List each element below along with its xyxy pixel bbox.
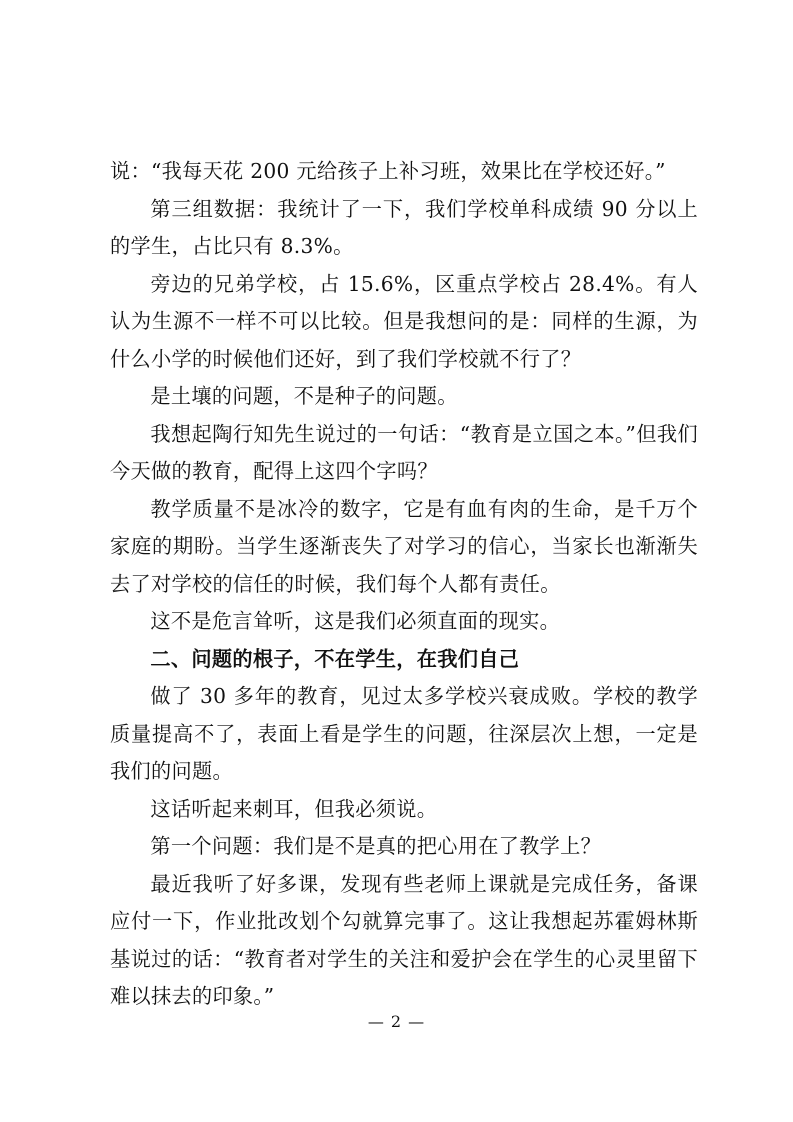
section-heading: 二、问题的根子，不在学生，在我们自己 (150, 646, 520, 671)
paragraph-thirty-years: 做了 30 多年的教育，见过太多学校兴衰成败。学校的教学质量提高不了，表面上看是学生的问题，往深层次上想，一定是我们的问题。 (110, 684, 698, 783)
paragraph-tao-xingzhi-quote: 我想起陶行知先生说过的一句话：“教育是立国之本。”但我们今天做的教育，配得上这四个字吗？ (110, 421, 698, 483)
paragraph-continuation: 说：“我每天花 200 元给孩子上补习班，效果比在学校还好。” (110, 159, 666, 183)
paragraph-neighbor-school: 旁边的兄弟学校，占 15.6%，区重点学校占 28.4%。有人认为生源不一样不可以比较。但是我想问的是：同样的生源，为什么小学的时候他们还好，到了我们学校就不行了？ (110, 271, 698, 371)
page-number: — 2 — (367, 1012, 426, 1031)
document-body (110, 153, 698, 1016)
paragraph-must-say: 这话听起来刺耳，但我必须说。 (150, 796, 438, 821)
paragraph-reality: 这不是危言耸听，这是我们必须直面的现实。 (150, 609, 561, 633)
paragraph-third-data-group: 第三组数据：我统计了一下，我们学校单科成绩 90 分以上的学生，占比只有 8.3%。 (110, 196, 698, 258)
paragraph-first-question: 第一个问题：我们是不是真的把心用在了教学上？ (150, 834, 602, 858)
paragraph-teaching-quality: 教学质量不是冰冷的数字，它是有血有肉的生命，是千万个家庭的期盼。当学生逐渐丧失了对学习的信心，当家长也渐渐失去了对学校的信任的时候，我们每个人都有责任。 (110, 496, 698, 596)
paragraph-soil-not-seed: 是土壤的问题，不是种子的问题。 (150, 384, 458, 408)
paragraph-classroom-observation: 最近我听了好多课，发现有些老师上课就是完成任务，备课应付一下，作业批改划个勾就算完事了。这让我想起苏霍姆林斯基说过的话：“教育者对学生的关注和爱护会在学生的心灵里留下难以抹去的印象。” (110, 871, 698, 1008)
